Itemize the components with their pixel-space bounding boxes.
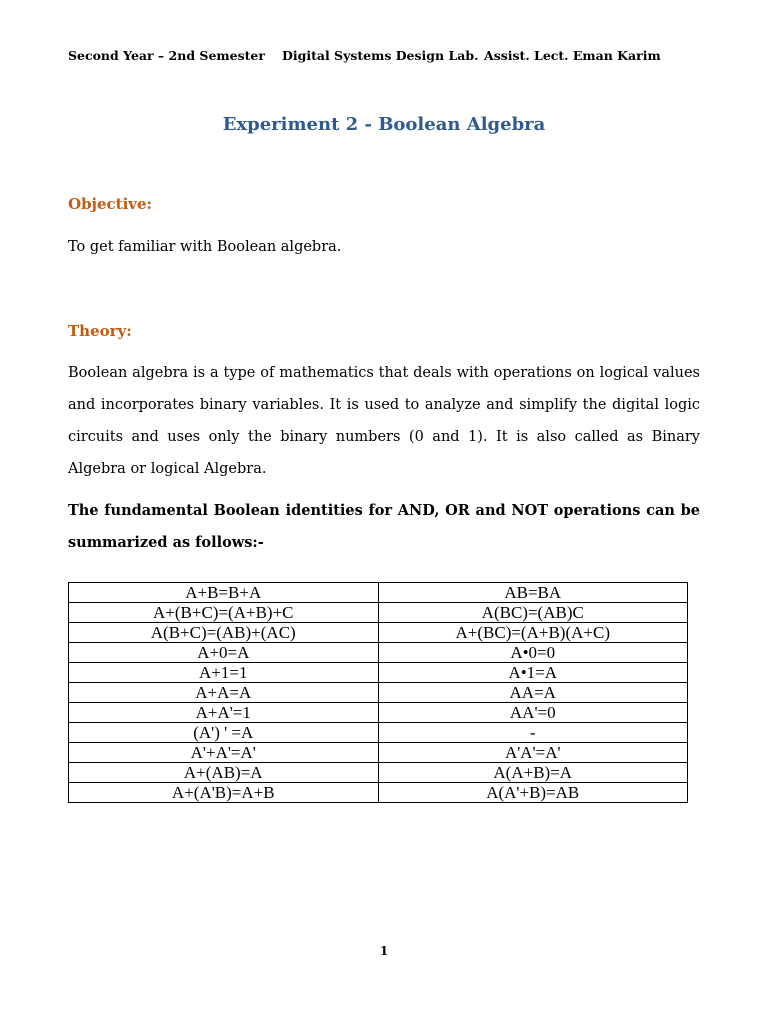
table-row: [69, 743, 688, 763]
table-row: [69, 663, 688, 683]
identity-or-cell: (A') ' =A: [69, 723, 379, 743]
identity-or-cell: A+(AB)=A: [69, 763, 379, 783]
identity-and-cell: A•0=0: [378, 643, 688, 663]
identity-or-cell: A+B=B+A: [69, 583, 379, 603]
identity-and-cell: A•1=A: [378, 663, 688, 683]
identity-and-cell: AA=A: [378, 683, 688, 703]
objective-text: To get familiar with Boolean algebra.: [68, 239, 342, 255]
identity-and-cell: A+(BC)=(A+B)(A+C): [378, 623, 688, 643]
table-row: [69, 603, 688, 623]
page-header: [68, 48, 708, 63]
table-row: [69, 703, 688, 723]
identity-or-cell: A+1=1: [69, 663, 379, 683]
identity-or-cell: A(B+C)=(AB)+(AC): [69, 623, 379, 643]
identity-or-cell: A+0=A: [69, 643, 379, 663]
identity-and-cell: AB=BA: [378, 583, 688, 603]
table-row: [69, 723, 688, 743]
table-row: [69, 583, 688, 603]
table-row: [69, 783, 688, 803]
table-row: [69, 623, 688, 643]
header-lecturer: Assist. Lect. Eman Karim: [484, 48, 661, 63]
objective-heading: Objective:: [68, 195, 153, 213]
table-row: [69, 763, 688, 783]
identity-and-cell: A'A'=A': [378, 743, 688, 763]
table-row: [69, 683, 688, 703]
document-title: Experiment 2 - Boolean Algebra: [222, 114, 546, 135]
theory-heading: Theory:: [68, 322, 132, 340]
identity-and-cell: A(BC)=(AB)C: [378, 603, 688, 623]
header-lab: Digital Systems Design Lab.: [282, 48, 479, 63]
identity-or-cell: A+A'=1: [69, 703, 379, 723]
table-row: [69, 643, 688, 663]
identity-and-cell: A(A'+B)=AB: [378, 783, 688, 803]
theory-paragraph: Boolean algebra is a type of mathematics that deals with operations on logical values and incorporates binary variables. It is used to analyze and simplify the digital logic circuits and uses only the binary numbers (0 and 1). It is also called as Binary Algebra or logical Algebra.: [68, 365, 700, 477]
identity-and-cell: -: [378, 723, 688, 743]
identity-or-cell: A+A=A: [69, 683, 379, 703]
identity-or-cell: A'+A'=A': [69, 743, 379, 763]
identity-and-cell: AA'=0: [378, 703, 688, 723]
identities-intro: The fundamental Boolean identities for AND, OR and NOT operations can be summarized as follows:-: [68, 502, 700, 551]
identity-or-cell: A+(B+C)=(A+B)+C: [69, 603, 379, 623]
boolean-identities-table: [68, 582, 688, 803]
identity-or-cell: A+(A'B)=A+B: [69, 783, 379, 803]
header-year: Second Year – 2nd Semester: [68, 48, 265, 63]
page-number: 1: [379, 944, 389, 958]
identity-and-cell: A(A+B)=A: [378, 763, 688, 783]
